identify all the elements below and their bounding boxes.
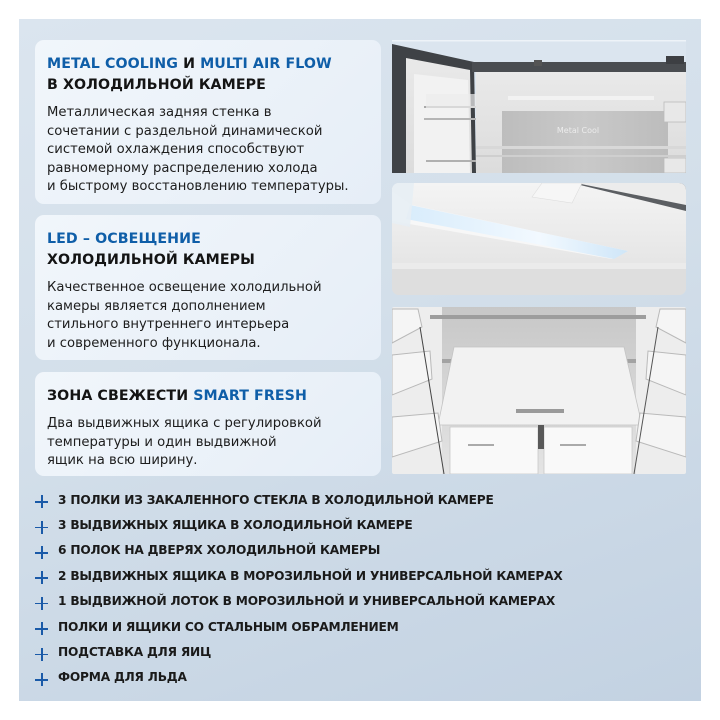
- led-lighting-image: [392, 183, 686, 295]
- plus-icon: [35, 571, 48, 584]
- plus-icon: [35, 495, 48, 508]
- feature-item: [35, 487, 685, 512]
- plus-icon: [35, 521, 48, 534]
- feature-text: 6 ПОЛОК НА ДВЕРЯХ ХОЛОДИЛЬНОЙ КАМЕРЫ: [58, 543, 381, 558]
- feature-item: [35, 563, 685, 588]
- feature-text: 3 ВЫДВИЖНЫХ ЯЩИКА В ХОЛОДИЛЬНОЙ КАМЕРЕ: [58, 518, 413, 533]
- plus-icon: [35, 622, 48, 635]
- feature-text: ФОРМА ДЛЯ ЛЬДА: [58, 670, 187, 685]
- feature-item: [35, 589, 685, 614]
- feature-item: [35, 665, 685, 690]
- plus-icon: [35, 546, 48, 559]
- feature-item: [35, 614, 685, 639]
- feature-list: [35, 487, 685, 690]
- smart-fresh-drawers-image: [392, 307, 686, 474]
- infographic-panel: [19, 19, 701, 701]
- plus-icon: [35, 673, 48, 686]
- feature-text: ПОЛКИ И ЯЩИКИ СО СТАЛЬНЫМ ОБРАМЛЕНИЕМ: [58, 619, 399, 634]
- feature-text: 2 ВЫДВИЖНЫХ ЯЩИКА В МОРОЗИЛЬНОЙ И УНИВЕРСАЛЬНОЙ КАМЕРАХ: [58, 568, 563, 583]
- feature-card-led: [35, 215, 381, 360]
- fridge-interior-metal-cool-image: [392, 40, 686, 173]
- title-highlight: METAL COOLING: [47, 56, 179, 72]
- title-highlight: MULTI AIR FLOW: [200, 56, 332, 72]
- feature-item: [35, 639, 685, 664]
- card-title: [47, 54, 369, 75]
- card-title-line2: ХОЛОДИЛЬНОЙ КАМЕРЫ: [47, 252, 255, 268]
- card-title: [47, 386, 369, 407]
- card-body: Два выдвижных ящика с регулировкой температуры и один выдвижной ящик на всю ширину.: [47, 416, 322, 468]
- feature-text: 3 ПОЛКИ ИЗ ЗАКАЛЕННОГО СТЕКЛА В ХОЛОДИЛЬНОЙ КАМЕРЕ: [58, 492, 494, 507]
- plus-icon: [35, 648, 48, 661]
- title-connector: И: [178, 56, 201, 72]
- plus-icon: [35, 597, 48, 610]
- feature-text: 1 ВЫДВИЖНОЙ ЛОТОК В МОРОЗИЛЬНОЙ И УНИВЕРСАЛЬНОЙ КАМЕРАХ: [58, 594, 556, 609]
- card-title: LED – ОСВЕЩЕНИЕ: [47, 231, 201, 247]
- metal-cool-label: Metal Cool: [556, 126, 600, 135]
- title-highlight: SMART FRESH: [193, 388, 307, 404]
- feature-card-metal-cooling: [35, 40, 381, 204]
- title-text: ЗОНА СВЕЖЕСТИ: [47, 388, 194, 404]
- feature-card-smart-fresh: [35, 372, 381, 476]
- card-title-line2: В ХОЛОДИЛЬНОЙ КАМЕРЕ: [47, 77, 266, 93]
- feature-item: [35, 512, 685, 537]
- feature-item: [35, 538, 685, 563]
- card-body: Качественное освещение холодильной камеры является дополнением стильного внутреннего интерьера и современного функционала.: [47, 280, 322, 351]
- feature-text: ПОДСТАВКА ДЛЯ ЯИЦ: [58, 645, 212, 660]
- card-body: Металлическая задняя стенка в сочетании с раздельной динамической системой охлаждения способствуют равномерному распределению холода и быстрому восстановлению температуры.: [47, 105, 349, 194]
